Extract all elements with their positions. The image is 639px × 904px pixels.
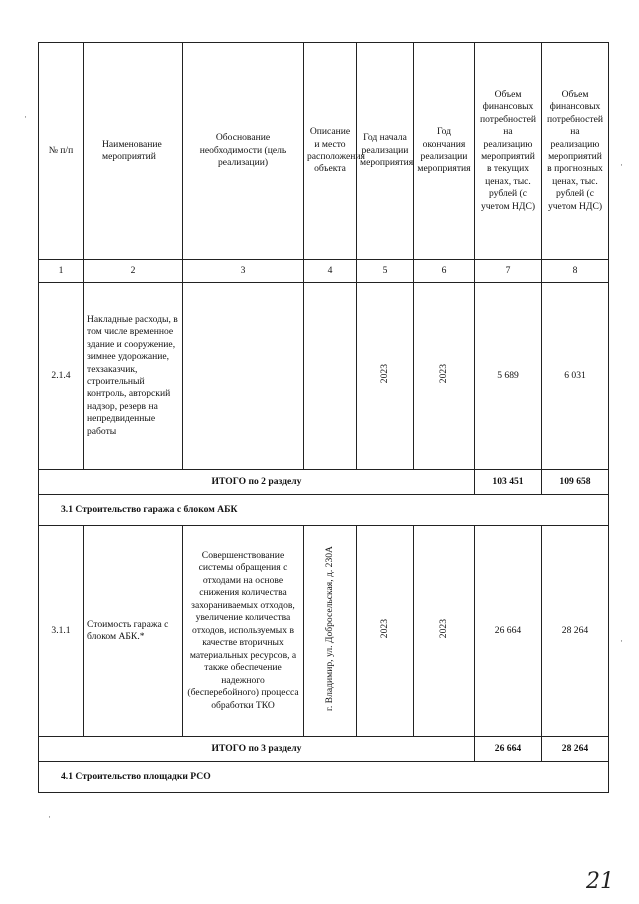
row-end-year: 2023 xyxy=(437,364,449,384)
row-end-year: 2023 xyxy=(437,619,449,639)
total-row-section-2 xyxy=(39,470,609,495)
total-current: 26 664 xyxy=(475,737,542,762)
total-label: ИТОГО по 2 разделу xyxy=(39,470,475,495)
table-row-3-1-1 xyxy=(39,526,609,737)
column-number: 5 xyxy=(357,260,414,283)
scan-speck: · xyxy=(48,812,51,822)
column-number: 3 xyxy=(183,260,304,283)
header-end-year: Год окончания реализации мероприятия xyxy=(414,43,475,260)
total-forecast: 109 658 xyxy=(542,470,609,495)
column-number: 4 xyxy=(304,260,357,283)
row-name: Накладные расходы, в том числе временное здание и сооружение, зимнее удорожание, техзаказчик, строительный контроль, авторский надзор, резерв на непредвиденные работы xyxy=(84,283,183,470)
row-location xyxy=(304,283,357,470)
row-justification: Совершенствование системы обращения с отходами на основе снижения количества захораниваемых отходов, увеличение количества отходов, используемых в качестве вторичных материальных ресурсов, а также обеспечение надежного (бесперебойного) процесса обработки ТКО xyxy=(183,526,304,737)
row-num: 3.1.1 xyxy=(39,526,84,737)
total-row-section-3 xyxy=(39,737,609,762)
column-number: 8 xyxy=(542,260,609,283)
page-mark: 21 xyxy=(586,869,614,894)
scan-speck: · xyxy=(24,112,27,122)
section-title: 3.1 Строительство гаража с блоком АБК xyxy=(39,495,609,526)
row-start-year: 2023 xyxy=(378,364,390,384)
row-cost-forecast: 28 264 xyxy=(542,526,609,737)
row-num: 2.1.4 xyxy=(39,283,84,470)
row-cost-forecast: 6 031 xyxy=(542,283,609,470)
header-start-year: Год начала реализации мероприятия xyxy=(357,43,414,260)
column-number-row xyxy=(39,260,609,283)
section-title: 4.1 Строительство площадки РСО xyxy=(39,762,609,793)
total-forecast: 28 264 xyxy=(542,737,609,762)
section-row-4-1 xyxy=(39,762,609,793)
column-number: 7 xyxy=(475,260,542,283)
header-cost-forecast: Объем финансовых потребностей на реализацию мероприятий в прогнозных ценах, тыс. рублей (с учетом НДС) xyxy=(542,43,609,260)
column-number: 2 xyxy=(84,260,183,283)
row-justification xyxy=(183,283,304,470)
row-cost-current: 26 664 xyxy=(475,526,542,737)
column-number: 6 xyxy=(414,260,475,283)
section-row-3-1 xyxy=(39,495,609,526)
header-name: Наименование мероприятий xyxy=(84,43,183,260)
header-row xyxy=(39,43,609,260)
scan-speck: · xyxy=(620,160,623,170)
investment-program-table xyxy=(38,42,609,793)
scan-speck: · xyxy=(620,636,623,646)
row-name: Стоимость гаража с блоком АБК.* xyxy=(84,526,183,737)
header-justification: Обоснование необходимости (цель реализации) xyxy=(183,43,304,260)
column-number: 1 xyxy=(39,260,84,283)
row-location: г. Владимир, ул. Добросельская, д. 230А xyxy=(323,546,335,712)
total-current: 103 451 xyxy=(475,470,542,495)
table-row-2-1-4 xyxy=(39,283,609,470)
header-num: № п/п xyxy=(39,43,84,260)
header-location: Описание и место расположения объекта xyxy=(304,43,357,260)
total-label: ИТОГО по 3 разделу xyxy=(39,737,475,762)
row-cost-current: 5 689 xyxy=(475,283,542,470)
row-start-year: 2023 xyxy=(378,619,390,639)
header-cost-current: Объем финансовых потребностей на реализацию мероприятий в текущих ценах, тыс. рублей (с учетом НДС) xyxy=(475,43,542,260)
